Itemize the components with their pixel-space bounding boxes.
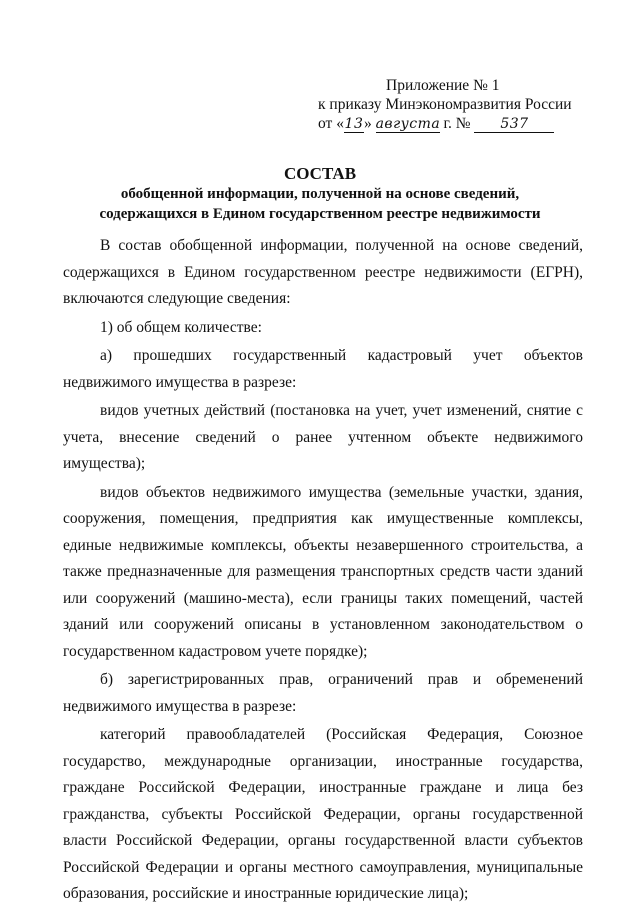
paragraph-accounting-actions: видов учетных действий (постановка на учет, учет изменений, снятие с учета, внесение сведений о ранее учтенном объекте недвижимого имущества); (63, 402, 583, 472)
title-main: СОСТАВ (283, 164, 357, 183)
paragraph-item-1: 1) об общем количестве: (100, 318, 262, 336)
paragraph-item-1a: а) прошедших государственный кадастровый учет объектов недвижимого имущества в разрезе: (63, 347, 583, 391)
appendix-header (318, 76, 618, 133)
paragraph-item-1b: б) зарегистрированных прав, ограничений прав и обременений недвижимого имущества в разрезе: (63, 671, 583, 715)
appendix-title: Приложение № 1 (386, 77, 500, 94)
date-year-no: г. № (439, 115, 471, 132)
paragraph-rightholder-categories: категорий правообладателей (Российская Федерация, Союзное государство, международные организации, иностранные государства, граждане Российской Федерации, иностранные граждане и лица без гражданства, субъекты Российской Федерации, органы государственной власти Российской Федерации, органы государственной власти субъектов Российской Федерации и органы местного самоуправления, муниципальные образования, российские и иностранные юридические лица); (63, 726, 583, 902)
order-number: 537 (474, 117, 554, 133)
date-prefix: от « (318, 115, 344, 132)
date-mid: » (363, 115, 372, 132)
date-month: августа (375, 116, 441, 132)
document-body (63, 233, 583, 908)
date-day: 13 (344, 116, 364, 132)
paragraph-intro: В состав обобщенной информации, полученной на основе сведений, содержащихся в Едином государственном реестре недвижимости (ЕГРН), включаются следующие сведения: (63, 237, 583, 307)
paragraph-property-types: видов объектов недвижимого имущества (земельные участки, здания, сооружения, помещения, предприятия как имущественные комплексы, единые недвижимые комплексы, объекты незавершенного строительства, а также предназначенные для размещения транспортных средств части зданий или сооружений (машино-места), если границы таких помещений, частей зданий или сооружений описаны в установленном законодательством о государственном кадастровом учете порядке); (63, 483, 583, 660)
document-title (60, 163, 580, 224)
appendix-order-ref: к приказу Минэкономразвития России (318, 96, 572, 113)
title-sub-2: содержащихся в Едином государственном реестре недвижимости (99, 206, 541, 222)
appendix-date-line (318, 114, 618, 133)
title-sub-1: обобщенной информации, полученной на основе сведений, (120, 186, 520, 202)
